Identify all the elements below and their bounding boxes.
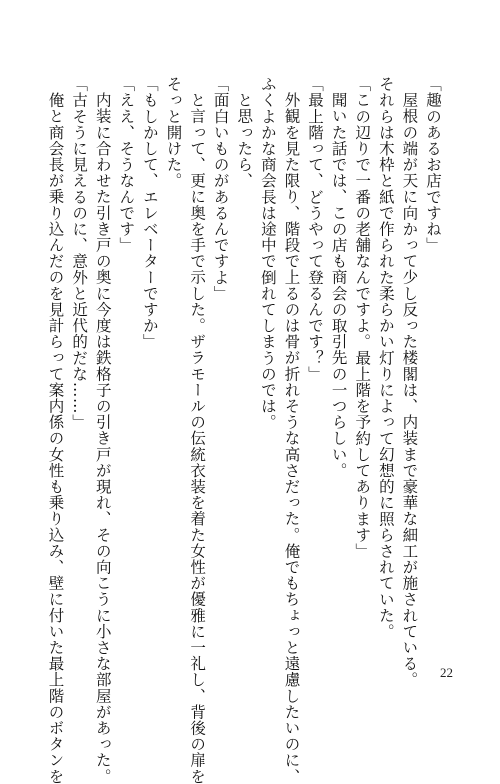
text-line: 屋根の端が天に向かって少し反った楼閣は、内装まで豪華な細工が施されている。 (400, 91, 419, 688)
text-line: それらは木枠と紙で作られた柔らかい灯りによって幻想的に照らされていた。 (376, 76, 395, 640)
text-line: と思ったら、 (235, 91, 254, 189)
text-line: そっと開けた。 (164, 76, 183, 189)
text-line: 「ええ、そうなんです」 (117, 76, 136, 254)
text-line: 「趣のあるお店ですね」 (424, 76, 442, 254)
text-line: 内装に合わせた引き戸の奥に今度は鉄格子の引き戸が現れ、その向こうに小さな部屋があった。 (93, 91, 112, 784)
page-number: 22 (440, 665, 453, 680)
text-line: 俺と商会長が乗り込んだのを見計らって案内係の女性も乗り込み、壁に付いた最上階のボタンを (46, 91, 65, 784)
text-line: 「もしかして、エレベーターですか」 (140, 76, 159, 350)
text-line: と言って、更に奥を手で示した。ザラモールの伝統衣装を着た女性が優雅に一礼し、背後の扉を (188, 91, 207, 784)
text-line: 「古そうに見えるのに、意外と近代的だな……」 (70, 76, 89, 431)
body-text (43, 76, 444, 784)
text-line: 外観を見た限り、階段で上るのは骨が折れそうな高さだった。俺でもちょっと遠慮したいのに、 (282, 91, 301, 784)
text-line: ふくよかな商会長は途中で倒れてしまうのでは。 (258, 76, 277, 431)
text-line: 「最上階って、どうやって登るんです？」 (306, 76, 325, 382)
text-line: 「面白いものがあるんですよ」 (211, 76, 230, 302)
text-line: 「この辺りで一番の老舗なんですよ。最上階を予約してあります」 (353, 76, 372, 559)
text-line: 聞いた話では、この店も商会の取引先の一つらしい。 (329, 91, 348, 478)
